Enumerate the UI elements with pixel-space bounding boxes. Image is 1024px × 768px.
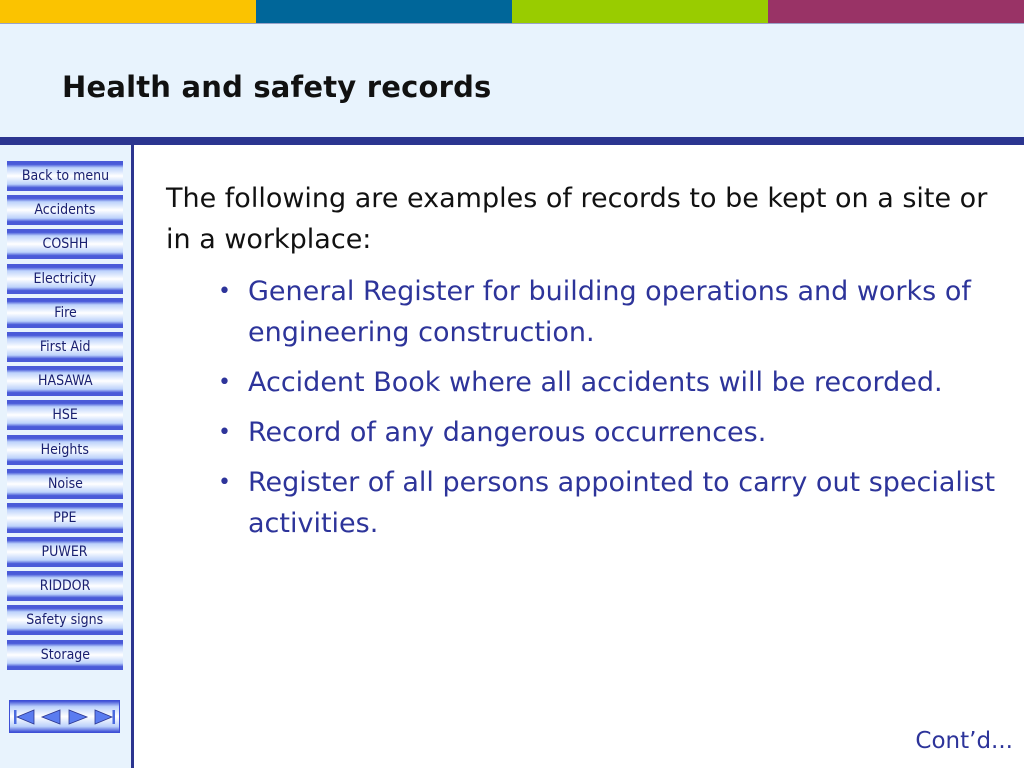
sidebar-item-riddor[interactable] bbox=[7, 571, 123, 601]
list-item bbox=[218, 271, 996, 353]
sidebar-item-coshh[interactable] bbox=[7, 229, 123, 259]
last-page-icon[interactable] bbox=[92, 706, 118, 728]
list-item bbox=[218, 462, 996, 544]
page-title: Health and safety records bbox=[62, 70, 492, 104]
stripe-purple bbox=[768, 0, 1024, 23]
sidebar-item-label: Safety signs bbox=[26, 612, 104, 629]
sidebar-item-accidents[interactable] bbox=[7, 195, 123, 225]
slide-header bbox=[0, 23, 1024, 137]
sidebar-item-puwer[interactable] bbox=[7, 537, 123, 567]
sidebar-item-label: Storage bbox=[40, 646, 90, 663]
sidebar-item-storage[interactable] bbox=[7, 640, 123, 670]
list-item bbox=[218, 362, 996, 403]
intro-text: The following are examples of records to be kept on a site or in a workplace: bbox=[166, 183, 988, 255]
header-divider bbox=[0, 137, 1024, 145]
bullet-icon: • bbox=[218, 370, 231, 395]
records-list bbox=[166, 271, 996, 544]
color-stripe bbox=[0, 0, 1024, 23]
sidebar-item-label: Back to menu bbox=[21, 168, 109, 184]
sidebar-item-label: PPE bbox=[53, 509, 77, 526]
continued-label: Cont’d... bbox=[915, 728, 1013, 754]
bullet-icon: • bbox=[218, 470, 231, 495]
list-item bbox=[218, 412, 996, 453]
list-item-text: General Register for building operations and works of engineering construction. bbox=[248, 276, 971, 348]
sidebar-item-label: Heights bbox=[40, 441, 90, 458]
sidebar-item-label: COSHH bbox=[42, 236, 88, 253]
sidebar-item-hasawa[interactable] bbox=[7, 366, 123, 396]
sidebar-item-ppe[interactable] bbox=[7, 503, 123, 533]
slide-pager bbox=[9, 700, 120, 733]
slide-body bbox=[166, 178, 996, 553]
next-page-icon[interactable] bbox=[65, 706, 91, 728]
first-page-icon[interactable] bbox=[11, 706, 37, 728]
stripe-yellow bbox=[0, 0, 256, 23]
list-item-text: Register of all persons appointed to carry out specialist activities. bbox=[248, 467, 996, 539]
sidebar-item-back-to-menu[interactable] bbox=[7, 161, 123, 191]
bullet-icon: • bbox=[218, 420, 231, 445]
sidebar-item-label: Accidents bbox=[34, 202, 96, 219]
sidebar-item-hse[interactable] bbox=[7, 400, 123, 430]
sidebar-item-label: Electricity bbox=[33, 270, 97, 287]
stripe-green bbox=[512, 0, 768, 23]
sidebar bbox=[0, 145, 134, 768]
sidebar-item-label: First Aid bbox=[39, 338, 91, 355]
sidebar-item-label: PUWER bbox=[41, 544, 88, 561]
sidebar-item-label: HASAWA bbox=[37, 373, 93, 390]
list-item-text: Record of any dangerous occurrences. bbox=[248, 417, 767, 448]
sidebar-item-noise[interactable] bbox=[7, 469, 123, 499]
sidebar-item-electricity[interactable] bbox=[7, 264, 123, 294]
stripe-blue bbox=[256, 0, 512, 23]
sidebar-item-label: RIDDOR bbox=[39, 578, 91, 595]
bullet-icon: • bbox=[218, 279, 231, 304]
sidebar-item-heights[interactable] bbox=[7, 435, 123, 465]
list-item-text: Accident Book where all accidents will be recorded. bbox=[248, 367, 943, 398]
sidebar-item-label: Noise bbox=[47, 475, 83, 492]
sidebar-item-fire[interactable] bbox=[7, 298, 123, 328]
sidebar-item-label: HSE bbox=[52, 407, 78, 424]
sidebar-item-first-aid[interactable] bbox=[7, 332, 123, 362]
sidebar-nav bbox=[7, 161, 123, 674]
sidebar-item-label: Fire bbox=[53, 304, 77, 321]
previous-page-icon[interactable] bbox=[38, 706, 64, 728]
sidebar-item-safety-signs[interactable] bbox=[7, 605, 123, 635]
